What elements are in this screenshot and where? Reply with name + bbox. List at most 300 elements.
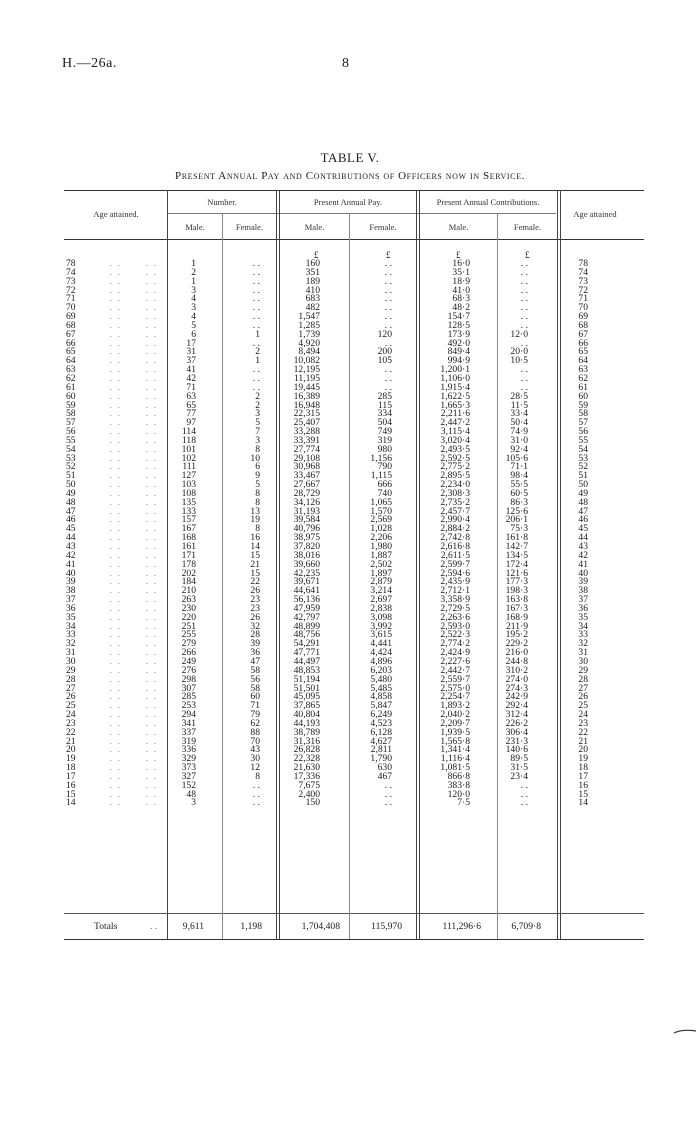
row-pay-female: . .	[384, 372, 392, 384]
row-age-right: 60	[578, 390, 588, 402]
row-contrib-female: . .	[520, 797, 528, 809]
row-number-female: . .	[252, 266, 260, 278]
row-number-male: 3	[191, 302, 196, 314]
row-contrib-male: 3,358·9	[440, 594, 470, 606]
row-pay-female: . .	[384, 293, 392, 305]
row-contrib-female: 292·4	[505, 700, 528, 712]
row-pay-male: 31,316	[293, 735, 320, 747]
row-age: 78	[66, 258, 76, 269]
row-pay-male: 44,497	[293, 655, 320, 667]
row-dots: . . . .	[94, 435, 158, 445]
row-number-female: . .	[252, 372, 260, 384]
row-pay-female: 504	[377, 417, 392, 429]
row-contrib-female: 242·9	[505, 691, 528, 703]
row-number-female: 10	[250, 452, 260, 464]
row-dots: . . . .	[94, 745, 158, 755]
row-pay-female: . .	[384, 275, 392, 287]
row-contrib-male: 2,263·6	[440, 611, 470, 623]
row-age-right: 31	[578, 647, 588, 659]
row-age-right: 58	[578, 408, 588, 420]
row-age: 64	[66, 355, 76, 367]
row-contrib-female: 229·2	[505, 638, 528, 650]
row-pay-female: 467	[377, 770, 392, 782]
row-age: 22	[66, 726, 76, 738]
row-pay-female: 1,790	[370, 753, 392, 765]
row-age: 67	[66, 328, 76, 340]
row-pay-male: 8,494	[298, 346, 320, 358]
row-dots: . . . .	[94, 320, 158, 330]
row-contrib-female: 75·3	[510, 523, 528, 535]
row-number-male: 285	[181, 691, 196, 703]
row-dots: . . . .	[94, 595, 158, 605]
row-number-female: 32	[250, 620, 260, 632]
row-number-male: 31	[186, 346, 196, 358]
row-number-male: 337	[181, 726, 196, 738]
row-age-right: 19	[578, 753, 588, 765]
row-number-female: 56	[250, 673, 260, 685]
margin-mark	[672, 1024, 698, 1038]
row-dots: . . . .	[94, 692, 158, 702]
row-contrib-male: 154·7	[447, 311, 470, 323]
row-pay-female: 285	[377, 390, 392, 402]
row-pay-female: . .	[384, 788, 392, 800]
row-age-right: 41	[578, 558, 588, 570]
row-age-right: 49	[578, 487, 588, 499]
row-number-male: 279	[181, 638, 196, 650]
row-pay-male: 150	[305, 797, 320, 809]
row-number-female: . .	[252, 302, 260, 314]
row-age: 32	[66, 638, 76, 650]
row-number-female: . .	[252, 284, 260, 296]
row-dots: . . . .	[94, 382, 158, 392]
totals-number-female: 1,198	[240, 921, 262, 932]
row-contrib-female: 206·1	[505, 514, 528, 526]
row-contrib-male: 2,457·7	[440, 505, 470, 517]
row-pay-female: 1,980	[370, 541, 392, 552]
row-age: 74	[66, 266, 76, 278]
row-contrib-male: 1,939·5	[440, 726, 470, 738]
row-number-male: 17	[186, 337, 196, 349]
row-number-female: 1	[255, 328, 260, 340]
row-age-right: 53	[578, 452, 588, 464]
row-number-female: 19	[250, 514, 260, 526]
row-contrib-male: 2,884·2	[440, 523, 470, 535]
row-contrib-male: 2,254·7	[440, 691, 470, 703]
row-pay-male: 1,285	[298, 319, 320, 331]
row-number-female: . .	[252, 779, 260, 791]
row-contrib-male: 2,308·3	[440, 487, 470, 499]
row-dots: . . . .	[94, 427, 158, 437]
row-dots: . . . .	[94, 418, 158, 428]
row-contrib-female: 12·0	[510, 328, 528, 340]
row-number-male: 5	[191, 319, 196, 331]
row-age: 59	[66, 399, 76, 411]
row-dots: . . . .	[94, 718, 158, 728]
row-pay-female: 5,847	[370, 700, 392, 712]
row-age-right: 20	[578, 744, 588, 756]
row-age-right: 15	[578, 788, 588, 800]
row-pay-female: . .	[384, 779, 392, 791]
row-contrib-female: 28·5	[510, 390, 528, 402]
row-pay-female: 2,879	[370, 576, 392, 588]
row-dots: . . . .	[94, 648, 158, 658]
row-pay-male: 38,789	[293, 726, 320, 738]
row-contrib-female: 161·8	[505, 532, 528, 544]
row-number-male: 230	[181, 602, 196, 614]
row-contrib-male: 2,594·6	[440, 567, 470, 579]
row-dots: . . . .	[94, 524, 158, 534]
row-number-female: 58	[250, 682, 260, 694]
row-pay-female: 1,028	[370, 523, 392, 535]
row-number-male: 41	[186, 364, 196, 376]
row-number-female: 28	[250, 629, 260, 641]
row-number-male: 1	[191, 275, 196, 287]
currency-pay-male: £	[314, 250, 319, 260]
row-contrib-male: 2,599·7	[440, 558, 470, 570]
row-number-male: 251	[181, 620, 196, 632]
row-number-male: 220	[181, 611, 196, 623]
row-pay-male: 51,501	[293, 682, 320, 694]
row-number-male: 127	[181, 470, 196, 482]
row-pay-female: . .	[384, 284, 392, 296]
row-number-male: 294	[181, 709, 196, 721]
row-number-female: 21	[250, 558, 260, 570]
row-pay-female: 3,098	[370, 611, 392, 623]
row-number-male: 108	[181, 487, 196, 499]
row-contrib-female: . .	[520, 372, 528, 384]
row-contrib-male: 18·9	[452, 275, 470, 287]
row-number-male: 373	[181, 762, 196, 774]
header-age-attained-right: Age attained	[573, 209, 617, 219]
row-contrib-male: 41·0	[452, 284, 470, 296]
row-age-right: 73	[578, 275, 588, 287]
row-contrib-female: 274·3	[505, 682, 528, 694]
row-age: 73	[66, 275, 76, 287]
row-pay-female: . .	[384, 311, 392, 323]
row-age-right: 38	[578, 585, 588, 597]
table-row	[66, 799, 588, 808]
row-number-female: . .	[252, 293, 260, 305]
row-number-male: 319	[181, 735, 196, 747]
row-age-right: 36	[578, 602, 588, 614]
row-number-female: 5	[255, 417, 260, 429]
row-number-female: 71	[250, 700, 260, 712]
row-number-male: 157	[181, 514, 196, 526]
row-number-male: 42	[186, 372, 196, 384]
row-age-right: 22	[578, 726, 588, 738]
row-number-female: 62	[250, 717, 260, 729]
row-number-male: 249	[181, 655, 196, 667]
page-number: 8	[342, 56, 349, 71]
row-pay-female: 4,523	[370, 717, 392, 729]
row-pay-male: 37,820	[293, 541, 320, 552]
row-contrib-male: 2,234·0	[440, 479, 470, 491]
row-age-right: 68	[578, 319, 588, 331]
row-pay-male: 40,796	[293, 523, 320, 535]
row-pay-female: 2,206	[370, 532, 392, 544]
row-age: 34	[66, 620, 76, 632]
row-age: 21	[66, 735, 76, 747]
row-contrib-male: 2,447·2	[440, 417, 470, 429]
row-pay-female: 5,480	[370, 673, 392, 685]
row-age-right: 35	[578, 611, 588, 623]
row-contrib-female: 306·4	[505, 726, 528, 738]
row-pay-male: 42,235	[293, 567, 320, 579]
row-pay-male: 51,194	[293, 673, 320, 685]
row-number-male: 111	[182, 461, 196, 473]
row-pay-male: 189	[305, 275, 320, 287]
row-dots: . . . .	[94, 259, 158, 268]
row-pay-male: 47,771	[293, 647, 320, 659]
row-pay-male: 1,739	[298, 328, 320, 340]
row-number-female: 60	[250, 691, 260, 703]
row-number-female: 23	[250, 602, 260, 614]
row-age: 56	[66, 426, 76, 438]
row-contrib-female: . .	[520, 266, 528, 278]
row-dots: . . . .	[94, 409, 158, 419]
row-dots: . . . .	[94, 391, 158, 401]
row-number-female: . .	[252, 319, 260, 331]
row-age-right: 74	[578, 266, 588, 278]
row-contrib-male: 1,116·4	[440, 753, 470, 765]
row-dots: . . . .	[94, 488, 158, 498]
row-dots: . . . .	[94, 665, 158, 675]
row-dots: . . . .	[94, 329, 158, 339]
row-pay-male: 39,671	[293, 576, 320, 588]
subheader-pay-male: Male.	[304, 222, 325, 232]
row-dots: . . . .	[94, 515, 158, 525]
header-pay: Present Annual Pay.	[313, 197, 383, 207]
row-number-male: 171	[181, 549, 196, 561]
row-dots: . . . .	[94, 471, 158, 481]
subheader-pay-female: Female.	[369, 222, 397, 232]
header-contributions: Present Annual Contributions.	[436, 197, 540, 207]
doc-reference: H.—26a.	[62, 56, 117, 71]
row-age-right: 25	[578, 700, 588, 712]
currency-pay-female: £	[386, 250, 391, 260]
row-pay-female: 2,569	[370, 514, 392, 526]
row-number-male: 202	[181, 567, 196, 579]
row-contrib-male: 2,435·9	[440, 576, 470, 588]
row-age-right: 50	[578, 479, 588, 491]
row-number-male: 48	[186, 788, 196, 800]
row-age-right: 32	[578, 638, 588, 650]
totals-number-male: 9,611	[182, 921, 204, 932]
row-age-right: 69	[578, 311, 588, 323]
row-pay-female: 3,615	[370, 629, 392, 641]
row-contrib-female: 216·0	[505, 647, 528, 659]
row-pay-female: 334	[377, 408, 392, 420]
row-pay-female: 2,838	[370, 602, 392, 614]
row-age: 15	[66, 788, 76, 800]
row-age-right: 33	[578, 629, 588, 641]
row-pay-female: . .	[384, 302, 392, 314]
row-dots: . . . .	[94, 550, 158, 560]
row-pay-male: 33,391	[293, 434, 320, 446]
row-number-female: 15	[250, 549, 260, 561]
row-pay-male: 351	[305, 266, 320, 278]
row-contrib-female: . .	[520, 284, 528, 296]
row-contrib-male: 120·0	[447, 788, 470, 800]
row-number-male: 63	[186, 390, 196, 402]
row-number-male: 298	[181, 673, 196, 685]
row-number-female: . .	[252, 275, 260, 287]
row-number-female: 8	[255, 523, 260, 535]
row-pay-male: 28,729	[293, 487, 320, 499]
row-age-right: 43	[578, 541, 588, 552]
row-contrib-male: 2,575·0	[440, 682, 470, 694]
row-number-male: 178	[181, 558, 196, 570]
row-age-right: 45	[578, 523, 588, 535]
row-contrib-female: 163·8	[505, 594, 528, 606]
row-number-male: 3	[191, 284, 196, 296]
row-dots: . . . .	[94, 542, 158, 551]
row-pay-female: 740	[377, 487, 392, 499]
row-pay-male: 27,667	[293, 479, 320, 491]
row-age-right: 78	[578, 258, 588, 269]
row-age-right: 30	[578, 655, 588, 667]
row-age: 20	[66, 744, 76, 756]
row-age-right: 29	[578, 664, 588, 676]
row-pay-male: 48,899	[293, 620, 320, 632]
row-age: 63	[66, 364, 76, 376]
row-number-female: . .	[252, 381, 260, 393]
row-age: 58	[66, 408, 76, 420]
row-age: 17	[66, 770, 76, 782]
row-number-female: 58	[250, 664, 260, 676]
row-number-female: 14	[250, 541, 260, 552]
row-age: 68	[66, 319, 76, 331]
row-pay-male: 16,948	[293, 399, 320, 411]
row-contrib-female: 172·4	[505, 558, 528, 570]
row-pay-male: 26,828	[293, 744, 320, 756]
row-number-male: 71	[186, 381, 196, 393]
row-contrib-female: 121·6	[505, 567, 528, 579]
row-age: 65	[66, 346, 76, 358]
row-age: 54	[66, 443, 76, 455]
table-title: TABLE V.	[320, 150, 380, 165]
row-dots: . . . .	[94, 276, 158, 286]
totals-dots: . .	[150, 921, 158, 932]
row-number-male: 6	[191, 328, 196, 340]
row-contrib-male: 35·1	[452, 266, 470, 278]
row-age-right: 44	[578, 532, 588, 544]
row-age-right: 47	[578, 505, 588, 517]
row-pay-female: 2,811	[370, 744, 392, 756]
row-contrib-male: 2,774·2	[440, 638, 470, 650]
row-pay-male: 54,291	[293, 638, 320, 650]
row-age: 16	[66, 779, 76, 791]
row-number-female: 16	[250, 532, 260, 544]
row-contrib-female: 86·3	[510, 496, 528, 508]
row-contrib-male: 1,106·0	[440, 372, 470, 384]
row-number-female: 8	[255, 443, 260, 455]
row-dots: . . . .	[94, 798, 158, 808]
row-age-right: 14	[578, 797, 588, 809]
row-age-right: 48	[578, 496, 588, 508]
totals-pay-female: 115,970	[371, 921, 402, 932]
row-dots: . . . .	[94, 710, 158, 720]
row-contrib-male: 2,559·7	[440, 673, 470, 685]
row-age: 38	[66, 585, 76, 597]
row-number-male: 97	[186, 417, 196, 429]
row-number-female: 3	[255, 434, 260, 446]
row-contrib-female: 312·4	[505, 709, 528, 721]
row-dots: . . . .	[94, 683, 158, 693]
row-dots: . . . .	[94, 285, 158, 295]
row-age: 14	[66, 797, 76, 809]
row-age: 50	[66, 479, 76, 491]
row-age-right: 64	[578, 355, 588, 367]
row-contrib-male: 2,592·5	[440, 452, 470, 464]
row-pay-male: 482	[305, 302, 320, 314]
officers-table	[66, 260, 588, 808]
row-contrib-male: 68·3	[452, 293, 470, 305]
row-dots: . . . .	[94, 780, 158, 790]
row-number-female: 12	[250, 762, 260, 774]
row-number-male: 118	[181, 434, 196, 446]
row-number-female: 15	[250, 567, 260, 579]
row-dots: . . . .	[94, 763, 158, 773]
row-pay-female: 4,858	[370, 691, 392, 703]
row-number-female: . .	[252, 311, 260, 323]
row-age: 57	[66, 417, 76, 429]
row-contrib-male: 383·8	[447, 779, 470, 791]
row-contrib-male: 3,020·4	[440, 434, 470, 446]
row-dots: . . . .	[94, 506, 158, 516]
row-age: 61	[66, 381, 76, 393]
row-pay-male: 2,400	[298, 788, 320, 800]
row-pay-male: 4,920	[298, 337, 320, 349]
row-age-right: 34	[578, 620, 588, 632]
row-number-female: 30	[250, 753, 260, 765]
row-age: 46	[66, 514, 76, 526]
row-pay-male: 25,407	[293, 417, 320, 429]
row-age-right: 67	[578, 328, 588, 340]
row-pay-female: 790	[377, 461, 392, 473]
row-pay-male: 38,016	[293, 549, 320, 561]
row-pay-female: . .	[384, 337, 392, 349]
row-contrib-female: 211·9	[505, 620, 528, 632]
row-age-right: 27	[578, 682, 588, 694]
row-age: 72	[66, 284, 76, 296]
row-age-right: 59	[578, 399, 588, 411]
row-contrib-female: 23·4	[510, 770, 528, 782]
row-pay-male: 31,193	[293, 505, 320, 517]
subheader-number-male: Male.	[185, 222, 205, 232]
row-number-male: 263	[181, 594, 196, 606]
row-age-right: 28	[578, 673, 588, 685]
row-contrib-female: . .	[520, 258, 528, 269]
row-contrib-female: 198·3	[505, 585, 528, 597]
row-pay-female: 1,570	[370, 505, 392, 517]
subheader-contrib-male: Male.	[448, 222, 469, 232]
row-contrib-female: 105·6	[505, 452, 528, 464]
row-pay-male: 30,968	[293, 461, 320, 473]
row-age-right: 63	[578, 364, 588, 376]
row-pay-female: 980	[377, 443, 392, 455]
row-pay-male: 56,136	[293, 594, 320, 606]
row-number-male: 2	[191, 266, 196, 278]
row-age: 29	[66, 664, 76, 676]
row-age-right: 24	[578, 709, 588, 721]
row-age-right: 16	[578, 779, 588, 791]
row-age: 44	[66, 532, 76, 544]
row-number-female: 2	[255, 390, 260, 402]
row-number-male: 167	[181, 523, 196, 535]
row-contrib-male: 2,442·7	[440, 664, 470, 676]
row-pay-male: 1,547	[298, 311, 320, 323]
